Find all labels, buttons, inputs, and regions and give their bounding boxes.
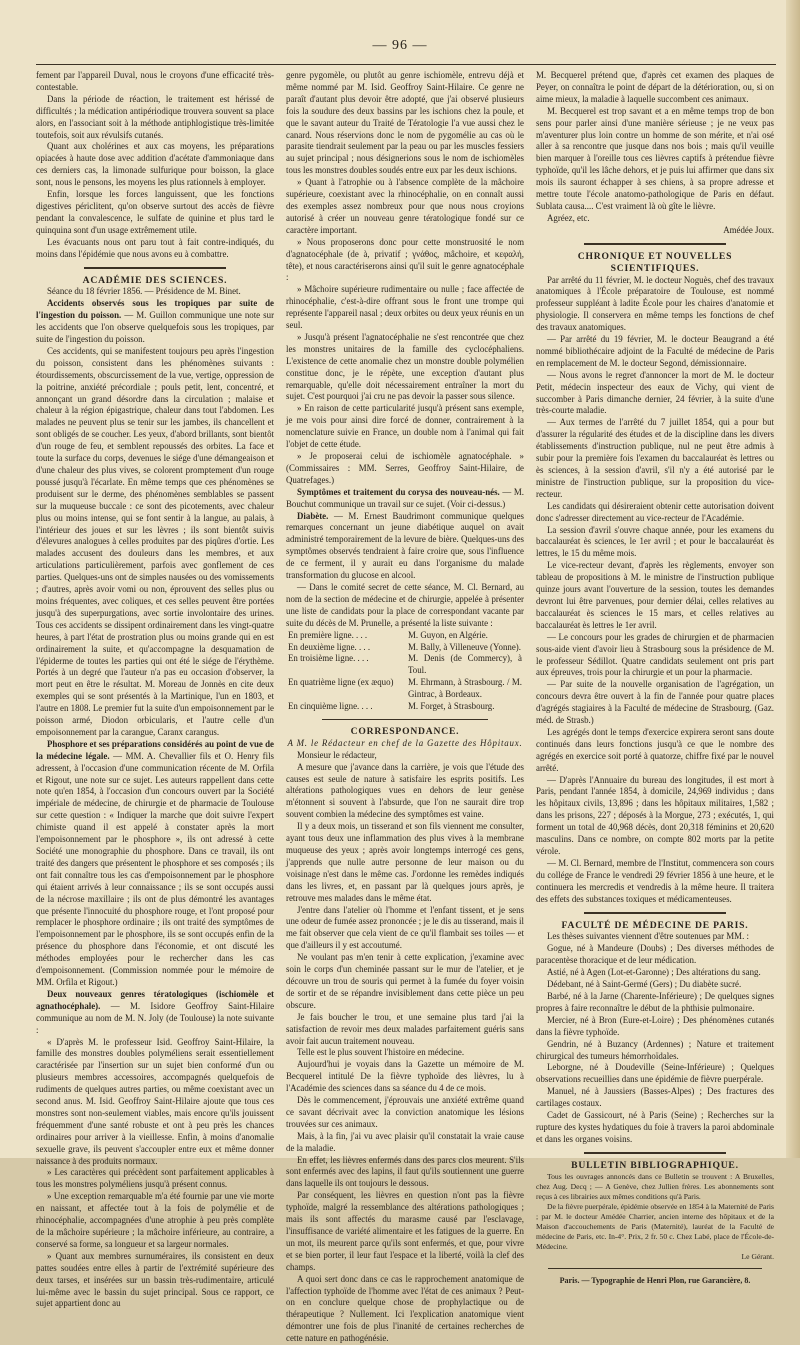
- list-item: [286, 677, 524, 701]
- gerant-line: Le Gérant.: [741, 1251, 774, 1261]
- paragraph: » Les caractères qui précèdent sont parfaitement applicables à tous les monstres polyméliens jusqu'à présent connus.: [36, 1167, 274, 1190]
- page-number: — 96 —: [372, 38, 428, 53]
- section-divider: [584, 912, 727, 914]
- paragraph: A quoi sert donc dans ce cas le rapprochement anatomique de l'affection typhoïde de l'homme avec l'état de ces animaux ? Peut-on en conclure quelque chose de prophylactique ou de thérapeutique ? Nullement. Ici l'explication anatomique vient démontrer une fois de plus l'inanité de certaines recherches de cette nature en pathogénésie.: [286, 1273, 524, 1344]
- paragraph: — Par suite de la nouvelle organisation de l'agrégation, un concours devra être ouvert à la fin de l'année pour quatre places d'agrégés stagiaires à la Faculté de médecine de Strasbourg. (Gaz. méd. de Strasb.): [536, 679, 774, 726]
- list-name: M. Denis (de Commercy), à Toul.: [408, 653, 522, 676]
- paragraph: M. Becquerel est trop savant et a en même temps trop de bon sens pour parler ainsi d'une manière sérieuse ; je ne veux pas m'aventurer plus loin contre un homme de son mérite, et n'ai osé aller à sa rencontre que jusque dans nos bois ; mais qu'il veuille bien marquer à l'oreille tous ces lièvres captifs à prétendue fièvre typhoïde, qu'il les lâche dehors, et je puis lui affirmer que dans six mois ils sauront échapper à ses chiens, à sa propre adresse et mettre toute l'école anatomo-pathologique de Paris en défaut. Sublata causa.... C'est vraiment là où gîte le lièvre.: [536, 105, 774, 211]
- paragraph: Il y a deux mois, un tisserand et son fils viennent me consulter, ayant tous deux une inflammation des plus vives à la membrane muqueuse des yeux ; après avoir longtemps interrogé ces gens, j'apprends que nulle autre personne de leur maison ou du voisinage n'est dans le même cas. J'ordonne les remèdes indiqués dans les livres, et, en passant par là quelques jours après, je retrouve mes malades dans le même état.: [286, 821, 524, 903]
- thesis-item: Cadet de Gassicourt, né à Paris (Seine) ; Recherches sur la rupture des kystes hydatiques du foie à travers la paroi abdominale et dans les organes voisins.: [536, 1110, 774, 1144]
- column-2: [286, 70, 525, 1344]
- paragraph: Par arrêté du 11 février, M. le docteur Noguès, chef des travaux anatomiques à l'École préparatoire de Toulouse, est nommé professeur suppléant à ladite École pour les chaires d'anatomie et physiologie. Il conservera en même temps les fonctions de chef des travaux anatomiques.: [536, 274, 774, 333]
- paragraph: Les agrégés dont le temps d'exercice expirera seront sans doute continués dans leurs fonctions jusqu'à ce que le nombre des agrégés en exercice soit porté à quatorze, chiffre fixé par le nouvel arrêté.: [536, 726, 774, 773]
- list-name: M. Forget, à Strasbourg.: [408, 701, 495, 712]
- list-item: [286, 701, 524, 713]
- paragraph: Ne voulant pas m'en tenir à cette explication, j'examine avec soin le corps d'un cheminée passant sur le mur de l'atelier, et je découvre un trou de souris qui permet à la fumée du foyer voisin de sortir et de se répandre invisiblement dans cette pièce un peu obscure.: [286, 952, 524, 1010]
- run-in-text: — M. Guillon communique une note sur les accidents que l'on observe quelquefois sous les tropiques, par suite de l'ingestion du poisson.: [36, 310, 275, 345]
- paragraph: — D'après l'Annuaire du bureau des longitudes, il est mort à Paris, pendant l'année 1854, à domicile, 24,969 individus ; dans les hôpitaux civils, 13,896 ; dans les hôpitaux militaires, 1,582 ; dans les prisons, 227 ; déposés à la Morgue, 273 ; exécutés, 1, qui forment un total de 40,968 décès, dont 20,318 féminins et 20,620 masculins. Dans ce nombre, on compte 802 morts par la petite vérole.: [536, 774, 774, 856]
- list-item: [286, 653, 524, 677]
- paragraph: » Jusqu'à présent l'agnatocéphalie ne s'est rencontrée que chez les monstres unitaires de la famille des cyclocéphaliens. L'existence de cette anomalie chez un monstre double polymélien constitue donc, je le répète, une exception d'autant plus remarquable, qu'elle doit nécessairement entraîner la mort du sujet. C'est pourquoi j'ai cru ne pas devoir la passer sous silence.: [286, 331, 524, 402]
- thesis-item: Leborgne, né à Doudeville (Seine-Inférieure) ; Quelques observations recueillies dans une épidémie de fièvre puerpérale.: [536, 1062, 774, 1085]
- paragraph: — Par arrêté du 19 février, M. le docteur Beaugrand a été nommé bibliothécaire adjoint de la Faculté de médecine de Paris en remplacement de M. le docteur Segond, démissionnaire.: [536, 334, 774, 368]
- paragraph: » Je proposerai celui de ischiomèle agnatocéphale. » (Commissaires : MM. Serres, Geoffroy Saint-Hilaire, de Quatrefages.): [286, 451, 524, 485]
- section-divider: [322, 719, 489, 720]
- bulletin-note: Tous les ouvrages annoncés dans ce Bulletin se trouvent : A Bruxelles, chez Aug. Decq ; — A Genève, chez Jullien frères. Les abonnements sont reçus à ces librairies aux mêmes conditions qu'à Paris.: [536, 1171, 774, 1201]
- paragraph: — Nous avons le regret d'annoncer la mort de M. le docteur Petit, médecin inspecteur des eaux de Vichy, qui vient de succomber à Paris dimanche dernier, 24 février, à la suite d'une très-courte maladie.: [536, 369, 774, 416]
- list-rank: En troisième ligne. . . .: [288, 653, 369, 664]
- thesis-item: Manuel, né à Jaussiers (Basses-Alpes) ; Des fractures des cartilages costaux.: [536, 1086, 774, 1109]
- paragraph: [36, 739, 274, 989]
- letter-address: A M. le Rédacteur en chef de la Gazette des Hôpitaux.: [287, 737, 523, 748]
- footer-rule: [548, 1268, 762, 1269]
- paragraph: La session d'avril s'ouvre chaque année, pour les examens du baccalauréat ès sciences, le 1er avril ; et pour le baccalauréat ès lettres, le 15 du même mois.: [536, 524, 774, 559]
- paragraph: [36, 298, 274, 346]
- page-edge: [786, 0, 800, 1158]
- paragraph: J'entre dans l'atelier où l'homme et l'enfant tissent, et je sens une odeur de fumée assez prononcée ; je le dis au tisserand, mais il me fait observer que cela vient de ce qu'il flambait ses toiles — et que d'ailleurs il y est accoutumé.: [286, 904, 524, 951]
- paragraph: Quant aux cholérines et aux cas moyens, les préparations opiacées à haute dose avec addition d'acétate d'ammoniaque dans ces derniers cas, la limonade sulfurique pour boisson, la glace sont, nous le pensons, les moyens les plus rationnels à employer.: [36, 141, 274, 188]
- run-in-title: Symptômes et traitement du corysa des nouveau-nés.: [297, 486, 500, 497]
- list-name: M. Guyon, en Algérie.: [408, 629, 488, 640]
- thesis-item: Gogue, né à Mandeure (Doubs) ; Des diverses méthodes de paracentèse thoracique et de leur médication.: [536, 943, 774, 966]
- run-in-text: — M. Ernest Baudrimont communique quelques remarques concernant un jeune diabétique auquel on avait administré temporairement de la levure de bière. Quelques-uns des symptômes observés tendraient à faire croire que, sous l'influence de ce ferment, il y aurait eu dans l'organisme du malade transformation du glucose en alcool.: [286, 510, 524, 581]
- list-rank: En première ligne. . . .: [288, 629, 368, 640]
- paragraph: M. Becquerel prétend que, d'après cet examen des plaques de Peyer, on connaîtra le point de départ de la détérioration, ou, si on aime mieux, la maladie à laquelle succombent ces animaux.: [536, 70, 774, 104]
- session-line: Séance du 18 février 1856. — Présidence de M. Binet.: [47, 286, 241, 297]
- paragraph: Par conséquent, les lièvres en question n'ont pas la fièvre typhoïde, malgré la ressemblance des altérations pathologiques ; mais ils sont affectés du marasme causé par l'esclavage, l'insuffisance de variété alimentaire et les fatigues de la guerre. En un mot, ils meurent parce qu'ils sont enfermés, et que, pour vivre et se bien porter, il leur faut l'espace et la liberté, voilà la clef des champs.: [286, 1190, 524, 1272]
- section-heading-faculte: FACULTÉ DE MÉDECINE DE PARIS.: [561, 919, 749, 931]
- paragraph: » En raison de cette particularité jusqu'à présent sans exemple, je me vois pour ainsi dire forcé de donner, contrairement à la nomenclature suivie en France, un double nom à l'animal qui fait l'objet de cette étude.: [286, 403, 524, 450]
- paragraph: Les thèses suivantes viennent d'être soutenues par MM. :: [547, 931, 749, 942]
- paragraph: Les candidats qui désireraient obtenir cette autorisation doivent donc s'adresser directement au vice-recteur de l'Académie.: [536, 500, 774, 523]
- section-divider: [584, 1152, 727, 1154]
- section-heading-bulletin: BULLETIN BIBLIOGRAPHIQUE.: [571, 1159, 739, 1171]
- list-item: [286, 630, 524, 642]
- printer-imprint: Paris. — Typographie de Henri Plon, rue Garancière, 8.: [559, 1275, 751, 1285]
- list-item: [286, 642, 524, 654]
- letter-signature: Amédée Joux.: [723, 224, 774, 235]
- paragraph: Aujourd'hui je voyais dans la Gazette un mémoire de M. Becquerel intitulé De la fièvre typhoïde des lièvres, lu à l'Académie des sciences dans sa séance du 4 de ce mois.: [286, 1059, 524, 1094]
- section-heading-chronique: CHRONIQUE ET NOUVELLES SCIENTIFIQUES.: [577, 250, 733, 274]
- paragraph: — Le concours pour les grades de chirurgien et de pharmacien sous-aide vient d'avoir lieu à Strasbourg sous la présidence de M. le professeur Sédillot. Quatre candidats seulement ont pris part aux épreuves, trois pour la chirurgie et un pour la pharmacie.: [536, 631, 774, 678]
- candidate-list: [286, 630, 524, 713]
- list-rank: En cinquième ligne. . . .: [288, 701, 373, 712]
- paragraph: Mais, à la fin, j'ai vu avec plaisir qu'il constatait la vraie cause de la maladie.: [286, 1130, 524, 1153]
- columns: [36, 70, 776, 1344]
- section-divider: [584, 243, 727, 245]
- run-in-title: Deux nouveaux genres tératologiques (ischiomèle et agnathocéphale).: [36, 988, 274, 1011]
- list-rank: En quatrième ligne (ex æquo): [288, 677, 394, 688]
- paragraph: » Nous proposerons donc pour cette monstruosité le nom d'agnatocéphale (de à, privatif ; γνάθος, mâchoire, et κεφαλή, tête), et nous caractériserons ainsi qu'il suit le genre agnatocéphale :: [286, 236, 524, 283]
- paragraph: » Mâchoire supérieure rudimentaire ou nulle ; face affectée de rhinocéphalie, c'est-à-dire offrant sous le front une trompe qui représente l'appareil nasal ; deux orbites ou deux yeux réunis en un seul.: [286, 284, 524, 331]
- salutation: Monsieur le rédacteur,: [297, 749, 377, 760]
- paragraph: Telle est le plus souvent l'histoire en médecine.: [297, 1047, 465, 1058]
- column-3: [536, 70, 774, 1285]
- paragraph: — Dans le comité secret de cette séance, M. Cl. Bernard, au nom de la section de médecine et de chirurgie, appelée à présenter une liste de candidats pour la place de correspondant vacante par suite du décès de M. Prunelle, a présenté la liste suivante :: [286, 581, 524, 628]
- section-heading-academie: ACADÉMIE DES SCIENCES.: [82, 274, 228, 286]
- paragraph: [286, 511, 524, 582]
- list-name: M. Ehrmann, à Strasbourg. / M. Gintrac, à Bordeaux.: [408, 677, 522, 700]
- section-divider: [84, 267, 227, 269]
- paragraph: — Aux termes de l'arrêté du 7 juillet 1854, qui a pour but d'assurer la régularité des études et de la discipline dans les divers établissements d'instruction publique, nul ne peut être admis à subir pour la première fois l'examen du baccalauréat ès lettres ou ès sciences, à la session d'avril, s'il n'y a été autorisé par le ministre de l'instruction publique, sur la proposition du vice-recteur.: [536, 417, 774, 499]
- run-in-text: — MM. A. Chevallier fils et O. Henry fils adressent, à l'occasion d'une communication récente de M. Orfila et Rigout, une note sur ce sujet. Les auteurs rappellent dans cette note qu'en 1854, à l'occasion d'un concours ouvert par la Société impériale de médecine, de chirurgie et de pharmacie de Toulouse sur cette question : « Indiquer la marche que doit suivre l'expert chimiste quand il est appelé à constater après la mort l'empoisonnement par le phosphore », ils ont adressé à cette Société une monographie du phosphore. Dans ce travail, ils ont traité des dangers que présentent le phosphore et ses composés ; ils ont fait connaître tous les cas d'empoisonnement par le phosphore qui étaient arrivés à leur connaissance ; ils se sont occupés aussi de la nécrose maxillaire ; ils ont de plus démontré les avantages que présente l'innocuité du phosphore rouge, et l'ont proposé pour remplacer le phosphore ordinaire ; ils ont traité des symptômes de l'empoisonnement par le phosphore, ils se sont occupés enfin de la présence du phosphore dans l'économie, et ont discuté les méthodes employées pour le rechercher dans les cas d'empoisonnement. (Commission nommée pour le mémoire de MM. Orfila et Rigout.): [36, 750, 275, 987]
- paragraph: [286, 487, 524, 511]
- paragraph: — M. Cl. Bernard, membre de l'Institut, commencera son cours du collége de France le vendredi 29 février 1856 à une heure, et le continuera les mercredis et vendredis à la même heure. Il traitera des effets des substances toxiques et médicamenteuses.: [536, 857, 774, 904]
- paragraph: A mesure que j'avance dans la carrière, je vois que l'étude des causes est seule de nature à satisfaire les esprits positifs. Les altérations pathologiques vues en dehors de leur genèse m'étonnent si souvent à l'absurde, que l'on ne saurait dire trop souvent combien la médecine des symptômes est vaine.: [286, 761, 524, 820]
- paragraph: » Quant aux membres surnuméraires, ils consistent en deux pattes soudées entre elles à partir de l'extrémité supérieure des deux tarses, et insérées sur un bassin très-rudimentaire, articulé lui-même avec le bassin du sujet principal. Sous ce rapport, ce sujet appartient donc au: [36, 1250, 274, 1309]
- paragraph: En effet, les lièvres enfermés dans des parcs clos meurent. S'ils sont enfermés avec des lapins, il faut qu'ils soutiennent une guerre dans laquelle ils ont toujours le dessous.: [286, 1154, 524, 1189]
- paragraph: » Une exception remarquable m'a été fournie par une vie morte en naissant, et affectée tout à la fois de polymélie et de rhinocéphalie, accompagnées d'une atrophie à peu près complète de la mâchoire supérieure ; la mâchoire inférieure, au contraire, a conservé sa forme, sa longueur et sa largeur normales.: [36, 1191, 274, 1249]
- run-in-text: — M. Isidore Geoffroy Saint-Hilaire communique au nom de M. N. Joly (de Toulouse) la note suivante :: [36, 1000, 275, 1035]
- paragraph: Agréez, etc.: [547, 212, 590, 223]
- paragraph: Le vice-recteur devant, d'après les règlements, envoyer son tableau de propositions à M. le ministre de l'instruction publique quinze jours avant l'ouverture de la session, toutes les demandes devront lui être parvenues, pour dernier délai, celles relatives au baccalauréat ès sciences le 15 mars, et celles relatives au baccalauréat ès lettres le 1er avril.: [536, 560, 774, 630]
- paragraph: Je fais boucher le trou, et une semaine plus tard j'ai la satisfaction de revoir mes deux malades parfaitement guéris sans avoir fait aucun traitement nouveau.: [286, 1011, 524, 1046]
- paragraph: [36, 989, 274, 1037]
- list-rank: En deuxième ligne. . . .: [288, 641, 371, 652]
- paragraph: Les évacuants nous ont paru tout à fait contre-indiqués, du moins dans l'épidémie que nous avons eu à combattre.: [36, 236, 274, 259]
- paragraph: Ces accidents, qui se manifestent toujours peu après l'ingestion du poisson, consistent dans les phénomènes suivants : étourdissements, obscurcissement de la vue, vertige, oppression de la poitrine, anxiété précordiale ; pouls petit, lent, concentré, et annonçant un grand désordre dans la circulation ; malaise et chaleur à la région épigastrique, chaleur dans tout l'abdomen. Les malades ne peuvent plus se tenir sur les jambes, ils chancellent et sont obligés de se coucher. Les yeux, d'abord brillants, sont bientôt d'un rouge de feu, et semblent repoussés des orbites. La face et toute la surface du corps, devenues le siége d'une démangeaison et d'une chaleur des plus vives, se colorent promptement d'un rouge poussé jusqu'à l'écarlate. En même temps que ces phénomènes se produisent sur le derme, des phénomènes semblables se passent sur la muqueuse buccale : ce sont des picotements, avec chaleur plus ou moins intense, qui se font sentir à la langue, au palais, à l'intérieur des joues et sur les lèvres ; ils sont bientôt suivis d'élevures analogues à celles produites par des piqûres d'ortie. Les malades accusent des douleurs dans les membres, et aux articulations particulièrement, parfois avec gonflement de ces parties. Quelques-uns ont de simples nausées ou des vomissements ; d'autres, après avoir vomi ou non, éprouvent des selles plus ou moins fréquentes, avec coliques, et ces selles peuvent être portées jusqu'à des superpurgations, avec sortie involontaire des urines. Tous ces accidents se dissipent ordinairement dans les vingt-quatre heures, à part l'état de prostration plus ou moins grande qui en est ordinairement la suite, et qu'accompagne la desquamation de l'épiderme de toutes les parties qui ont été le siége de l'érythème. Portés à un degré que l'auteur n'a pas eu occasion d'observer, la mort peut en être le résultat. M. Moreau de Jonnès en cite deux exemples qui se sont présentés à la Martinique, l'un en 1803, et l'autre en 1808. Le premier fut la suite d'un empoisonnement par le poisson armé, Diodon orbicularis, et l'autre celle d'un empoisonnement par la carangue, Caranx carangus.: [36, 345, 274, 737]
- run-in-title: Diabète.: [297, 510, 329, 521]
- header-rule: [36, 64, 776, 65]
- column-1: [36, 70, 275, 1309]
- paragraph: Dès le commencement, j'éprouvais une anxiété extrême quand ce savant décrivait avec la conviction anatomique les lésions trouvées sur ces animaux.: [286, 1095, 524, 1129]
- list-name: M. Bally, à Villeneuve (Yonne).: [408, 641, 521, 652]
- paragraph: « D'après M. le professeur Isid. Geoffroy Saint-Hilaire, la famille des monstres doubles polyméliens serait essentiellement caractérisée par l'insertion sur un sujet bien conformé d'un ou plusieurs membres accessoires, accompagnés quelquefois de rudiments de quelques autres parties, ou même coexistant avec un second anus. M. Isid. Geoffroy Saint-Hilaire ajoute que tous ces monstres sont non-seulement viables, mais encore qu'ils jouissent fréquemment d'une santé robuste et ont à peu près les chances ordinaires pour arriver à la vieillesse. Enfin, à moins d'anomalie sexuelle grave, ils peuvent s'accoupler entre eux et même donner naissance à des produits normaux.: [36, 1036, 274, 1166]
- run-in-title: Accidents observés sous les tropiques par suite de l'ingestion du poisson.: [36, 298, 274, 321]
- thesis-item: Mercier, né à Bron (Eure-et-Loire) ; Des phénomènes cutanés dans la fièvre typhoïde.: [536, 1014, 774, 1037]
- thesis-item: Barbé, né à la Jarne (Charente-Inférieure) ; De quelques signes propres à faire reconnaître le début de la phthisie pulmonaire.: [536, 990, 774, 1013]
- paragraph: Enfin, lorsque les forces languissent, que les fonctions digestives périclitent, qu'on observe surtout des accès de fièvre pendant la convalescence, le sulfate de quinine et plus tard le quinquina sont d'un usage extrêmement utile.: [36, 189, 274, 235]
- section-heading-correspondance: CORRESPONDANCE.: [350, 725, 460, 737]
- paragraph: » Quant à l'atrophie ou à l'absence complète de la mâchoire supérieure, coexistant avec la rhinocéphalie, on en connaît aussi des exemples assez nombreux pour que nous nous croyions autorisé à créer un nouveau genre tératologique fondé sur ce caractère important.: [286, 177, 524, 235]
- bulletin-entry: De la fièvre puerpérale, épidémie observée en 1854 à la Maternité de Paris ; par M. le docteur Amédée Charrier, ancien interne des hôpitaux et de la Maison d'accouchements de Paris (Maternité), lauréat de la Faculté de médecine de Paris, etc. In-4°. Prix, 2 fr. 50 c. Chez Labé, place de l'École-de-Médecine.: [536, 1201, 774, 1251]
- paragraph: genre pygomèle, ou plutôt au genre ischiomèle, entrevu déjà et même nommé par M. Isid. Geoffroy Saint-Hilaire. Ce genre ne paraît d'autant plus devoir être adopté, que j'ai observé plusieurs fois la soudure des deux bassins par les ischions chez la poule, et que le savant auteur du Traité de Tératologie l'a vue aussi chez le canard. Nous réservions donc le nom de pygomélie au cas où le parasite tiendrait seulement par la peau ou par les muscles fessiers au sujet principal ; nous désignerions sous le nom de ischiomèles tous les monstres doubles soudés entre eux par les deux ischions.: [286, 70, 524, 176]
- thesis-item: Dédebant, né à Saint-Germé (Gers) ; Du diabète sucré.: [547, 979, 742, 990]
- run-in-title: Phosphore et ses préparations considérés au point de vue de la médecine légale.: [36, 738, 274, 761]
- thesis-item: Astié, né à Agen (Lot-et-Garonne) ; Des altérations du sang.: [547, 967, 761, 978]
- thesis-item: Gendrin, né à Buzancy (Ardennes) ; Nature et traitement chirurgical des tumeurs hémorrhoïdales.: [536, 1038, 774, 1061]
- paragraph: fement par l'appareil Duval, nous le croyons d'une efficacité très-contestable.: [36, 70, 274, 92]
- paragraph: Dans la période de réaction, le traitement est hérissé de difficultés ; la médication antipériodique trouvera souvent sa place alors, en l'associant soit à la méthode antiphlogistique très-limitée toutefois, soit aux révulsifs cutanés.: [36, 93, 274, 140]
- run-in-text: — M. Bouchut communique un travail sur ce sujet. (Voir ci-dessus.): [286, 486, 525, 509]
